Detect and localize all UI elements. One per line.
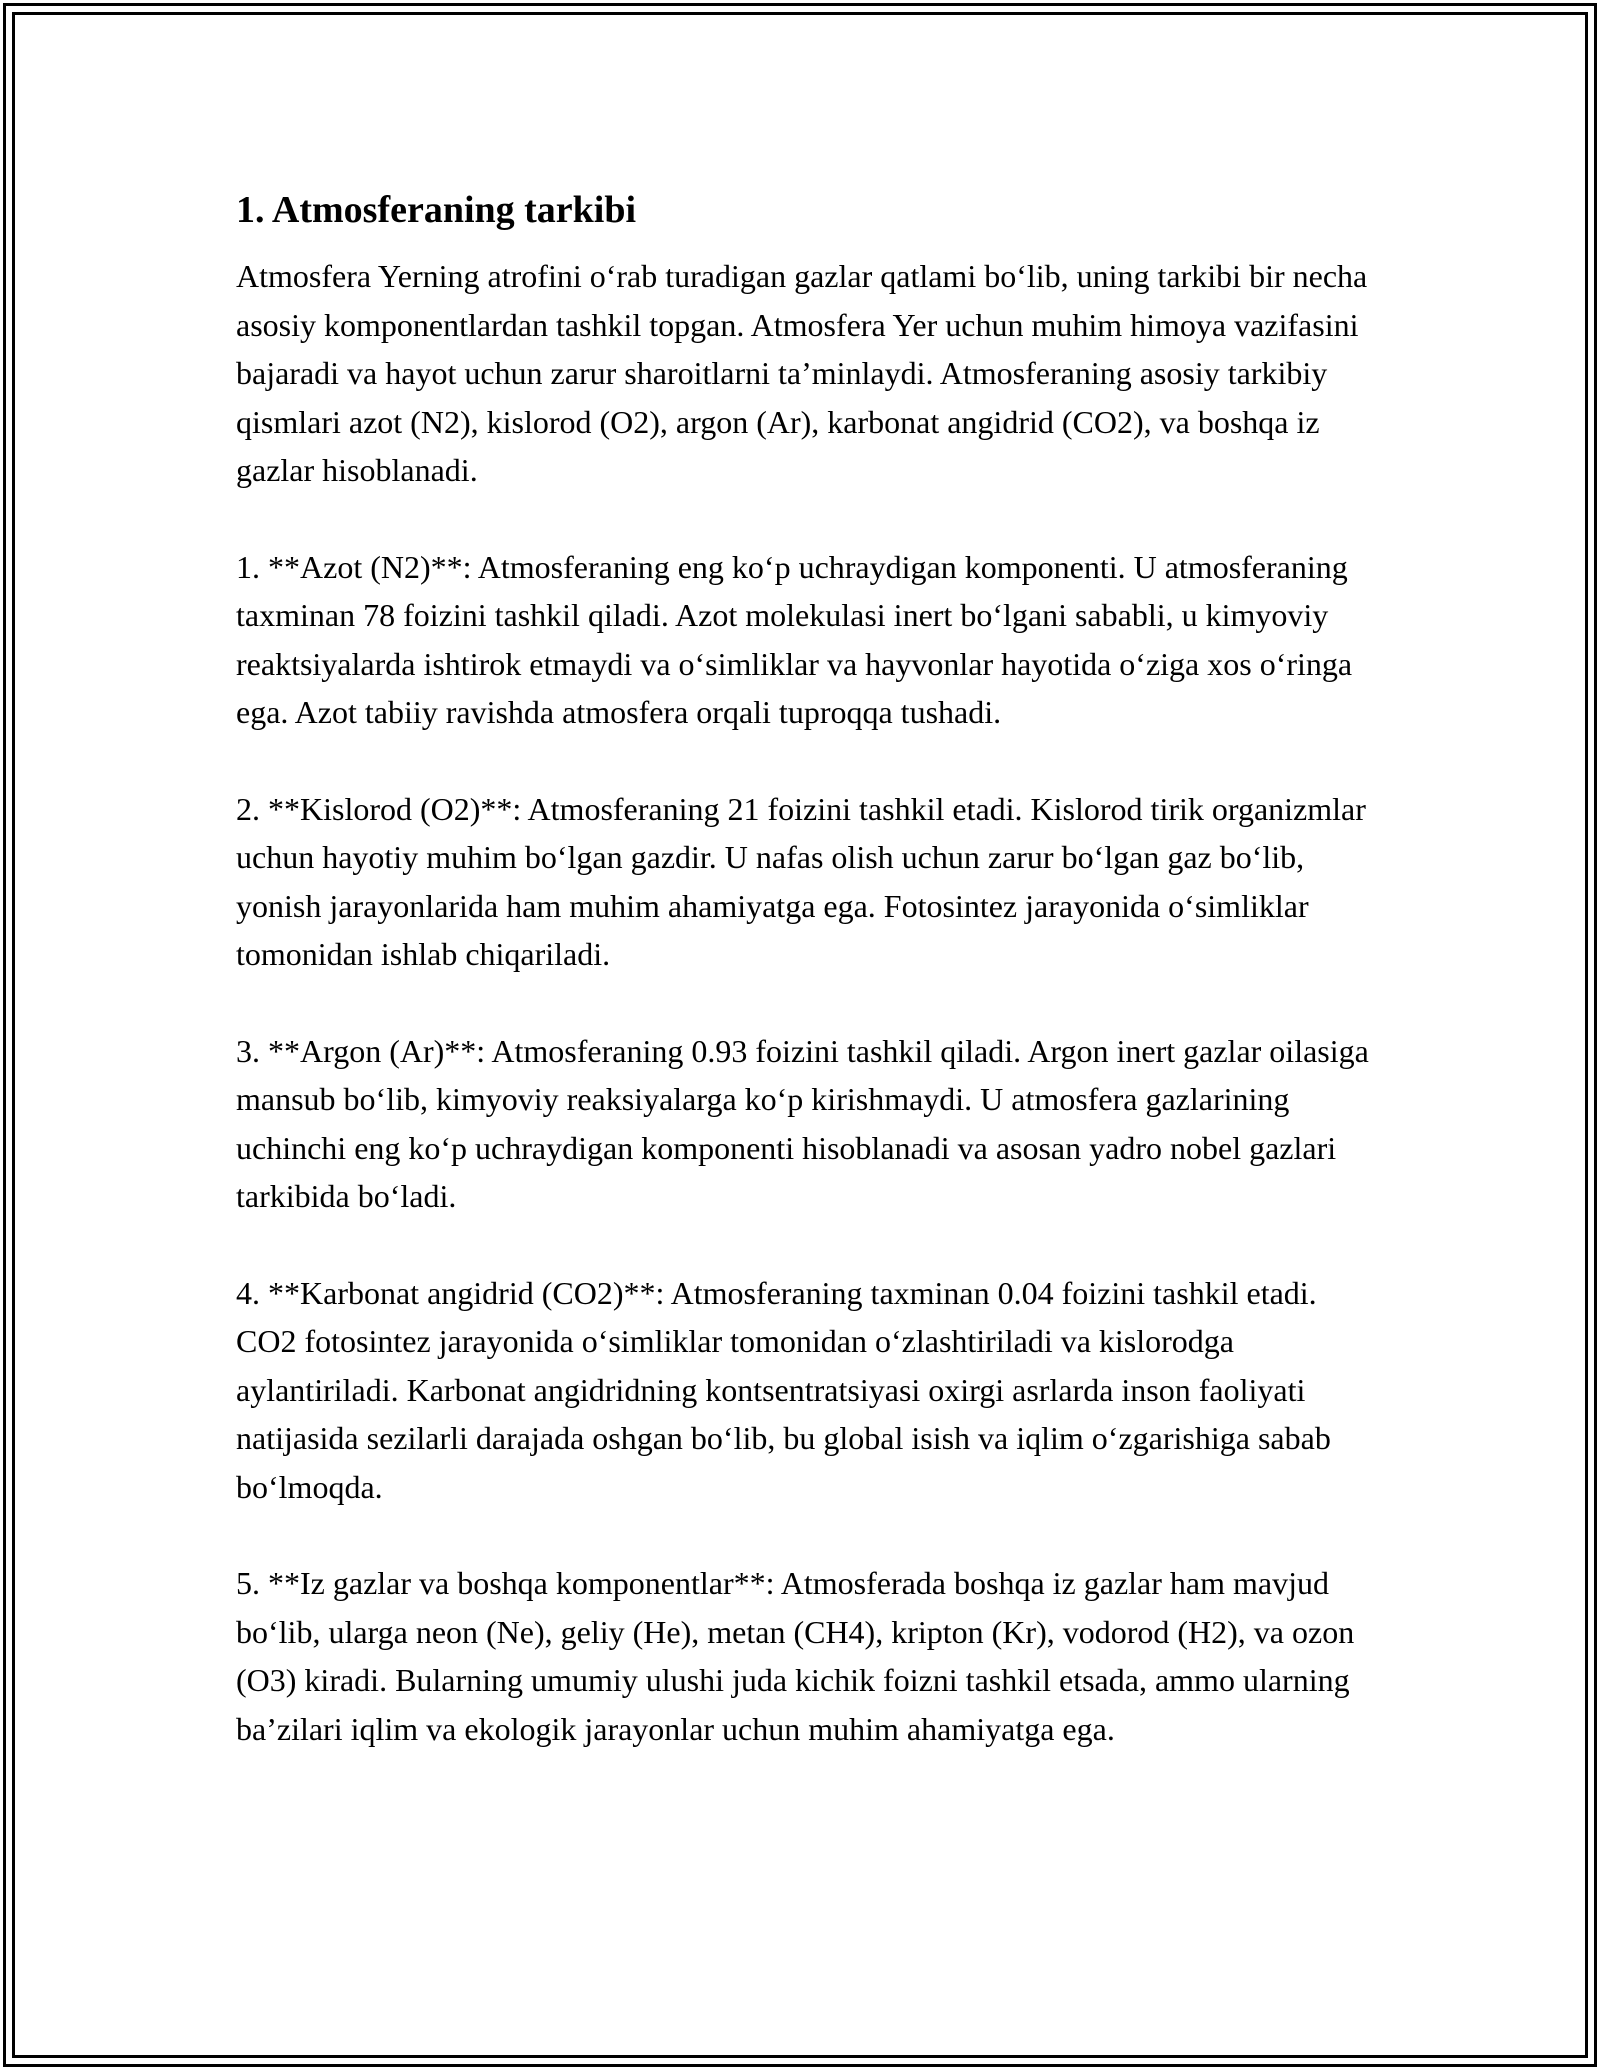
paragraph-intro: Atmosfera Yerning atrofini o‘rab turadigan gazlar qatlami bo‘lib, uning tarkibi bir necha asosiy komponentlardan tashkil topgan. Atmosfera Yer uchun muhim himoya vazifasini bajaradi va hayot uchun zarur sharoitlarni ta’minlaydi. Atmosferaning asosiy tarkibiy qismlari azot (N2), kislorod (O2), argon (Ar), karbonat angidrid (CO2), va boshqa iz gazlar hisoblanadi. (236, 258, 1368, 488)
document-title: 1. Atmosferaning tarkibi (236, 189, 637, 231)
paragraph-argon: 3. **Argon (Ar)**: Atmosferaning 0.93 foizini tashkil qiladi. Argon inert gazlar oilasiga mansub bo‘lib, kimyoviy reaksiyalarga ko‘p kirishmaydi. U atmosfera gazlarining uchinchi eng ko‘p uchraydigan komponenti hisoblanadi va asosan yadro nobel gazlari tarkibida bo‘ladi. (236, 1032, 1369, 1214)
paragraph-iz-gazlar: 5. **Iz gazlar va boshqa komponentlar**: Atmosferada boshqa iz gazlar ham mavjud bo‘lib, ularga neon (Ne), geliy (He), metan (CH4), kripton (Kr), vodorod (H2), va ozon (O3) kiradi. Bularning umumiy ulushi juda kichik foizni tashkil etsada, ammo ularning ba’zilari iqlim va ekologik jarayonlar uchun muhim ahamiyatga ega. (236, 1565, 1355, 1747)
document-body (236, 186, 1376, 1753)
paragraph-kislorod: 2. **Kislorod (O2)**: Atmosferaning 21 foizini tashkil etadi. Kislorod tirik organizmlar uchun hayotiy muhim bo‘lgan gazdir. U nafas olish uchun zarur bo‘lgan gaz bo‘lib, yonish jarayonlarida ham muhim ahamiyatga ega. Fotosintez jarayonida o‘simliklar tomonidan ishlab chiqariladi. (236, 790, 1366, 972)
paragraph-karbonat-angidrid: 4. **Karbonat angidrid (CO2)**: Atmosferaning taxminan 0.04 foizini tashkil etadi. CO2 fotosintez jarayonida o‘simliklar tomonidan o‘zlashtiriladi va kislorodga aylantiriladi. Karbonat angidridning kontsentratsiyasi oxirgi asrlarda inson faoliyati natijasida sezilarli darajada oshgan bo‘lib, bu global isish va iqlim o‘zgarishiga sabab bo‘lmoqda. (236, 1274, 1331, 1505)
paragraph-azot: 1. **Azot (N2)**: Atmosferaning eng ko‘p uchraydigan komponenti. U atmosferaning taxminan 78 foizini tashkil qiladi. Azot molekulasi inert bo‘lgani sababli, u kimyoviy reaktsiyalarda ishtirok etmaydi va o‘simliklar va hayvonlar hayotida o‘ziga xos o‘ringa ega. Azot tabiiy ravishda atmosfera orqali tuproqqa tushadi. (236, 548, 1353, 730)
